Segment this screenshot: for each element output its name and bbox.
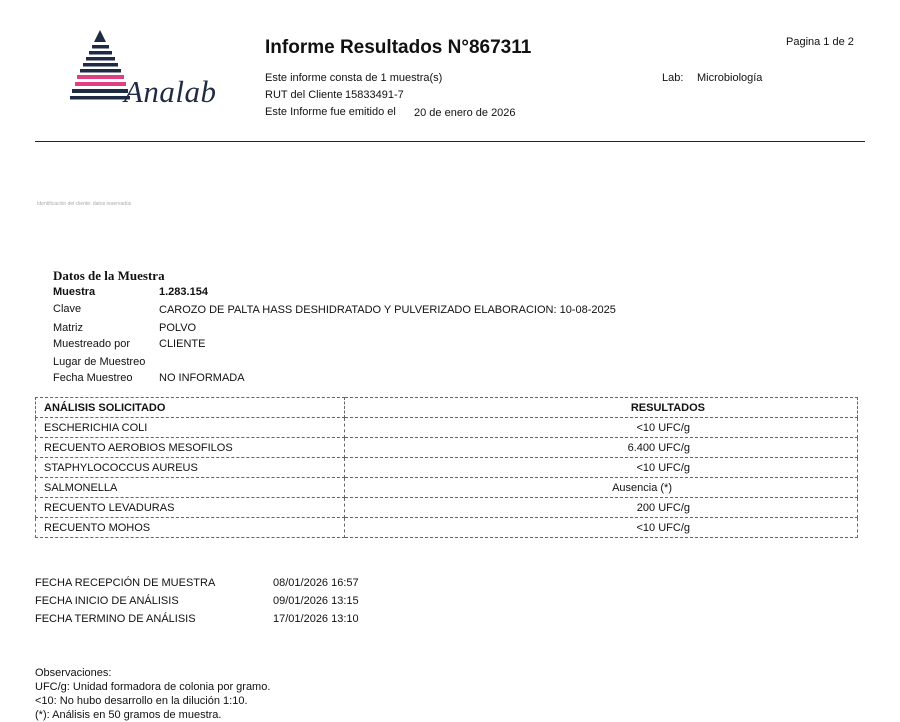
reception-date-label: FECHA RECEPCIÓN DE MUESTRA (35, 577, 216, 589)
logo-text: Analab (124, 74, 217, 109)
analysis-name: STAPHYLOCOCCUS AUREUS (36, 458, 345, 478)
sample-label: Muestra (53, 286, 96, 298)
observation-line: UFC/g: Unidad formadora de colonia por gramo. (35, 681, 271, 693)
sampling-place-label: Lugar de Muestreo (53, 356, 146, 368)
sampling-date-label: Fecha Muestreo (53, 372, 133, 384)
observations-title: Observaciones: (35, 667, 112, 679)
end-date-value: 17/01/2026 13:10 (273, 613, 359, 625)
lab-value: Microbiología (697, 72, 763, 84)
page-number: Pagina 1 de 2 (786, 36, 854, 48)
analysis-name: RECUENTO LEVADURAS (36, 498, 345, 518)
key-value: CAROZO DE PALTA HASS DESHIDRATADO Y PULVERIZADO ELABORACION: 10-08-2025 (159, 304, 616, 316)
analysis-name: RECUENTO AEROBIOS MESOFILOS (36, 438, 345, 458)
sample-value: 1.283.154 (159, 286, 208, 298)
key-label: Clave (53, 303, 82, 315)
logo-triangle-icon (70, 30, 130, 100)
table-row (36, 458, 858, 478)
table-row (36, 418, 858, 438)
client-identification-note: Identificación del cliente: datos reservados (37, 201, 132, 207)
matrix-label: Matriz (53, 322, 83, 334)
analysis-name: ESCHERICHIA COLI (36, 418, 345, 438)
results-header-row (36, 398, 858, 418)
sampled-by-label: Muestreado por (53, 338, 131, 350)
start-date-value: 09/01/2026 13:15 (273, 595, 359, 607)
sample-section-title: Datos de la Muestra (53, 268, 165, 283)
table-row (36, 438, 858, 458)
analysis-result: <10 UFC/g (345, 518, 858, 538)
analysis-result: 200 UFC/g (345, 498, 858, 518)
table-row (36, 498, 858, 518)
results-table (35, 397, 858, 538)
issued-date: 20 de enero de 2026 (414, 107, 516, 119)
header-divider (35, 141, 865, 142)
sampled-by-value: CLIENTE (159, 338, 206, 350)
matrix-value: POLVO (159, 322, 197, 334)
start-date-label: FECHA INICIO DE ANÁLISIS (35, 595, 179, 607)
rut-label: RUT del Cliente (265, 89, 343, 101)
analysis-name: RECUENTO MOHOS (36, 518, 345, 538)
report-title: Informe Resultados N°867311 (265, 37, 532, 58)
end-date-label: FECHA TERMINO DE ANÁLISIS (35, 613, 196, 625)
table-row (36, 478, 858, 498)
result-column-header: RESULTADOS (345, 398, 858, 418)
table-row (36, 518, 858, 538)
analysis-result: Ausencia (*) (345, 478, 858, 498)
observation-line: (*): Análisis en 50 gramos de muestra. (35, 709, 222, 721)
analysis-result: 6.400 UFC/g (345, 438, 858, 458)
analysis-name: SALMONELLA (36, 478, 345, 498)
reception-date-value: 08/01/2026 16:57 (273, 577, 359, 589)
analysis-result: <10 UFC/g (345, 418, 858, 438)
observation-line: <10: No hubo desarrollo en la dilución 1:10. (35, 695, 248, 707)
lab-label: Lab: (662, 72, 684, 84)
sampling-date-value: NO INFORMADA (159, 372, 245, 384)
rut-value: 15833491-7 (345, 89, 404, 101)
analysis-result: <10 UFC/g (345, 458, 858, 478)
sample-count-text: Este informe consta de 1 muestra(s) (265, 72, 443, 84)
analysis-column-header: ANÁLISIS SOLICITADO (36, 398, 345, 418)
issued-label: Este Informe fue emitido el (265, 106, 396, 118)
